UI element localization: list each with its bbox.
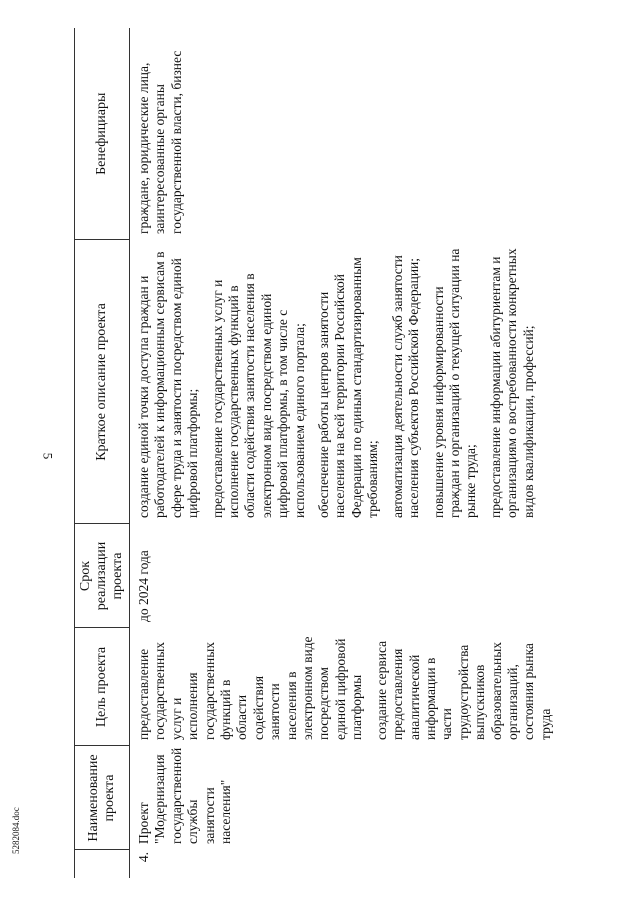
projects-table: [74, 28, 617, 878]
description-paragraph: обеспечение работы центров занятости населения на всей территории Российской Федерации по единым стандартизированным требованиям;: [316, 257, 381, 518]
header-number: [75, 850, 130, 878]
project-name: Проект "Модернизация государственной службы занятости населения": [136, 747, 234, 844]
header-name: Наименование проекта: [75, 746, 130, 850]
header-beneficiaries: Бенефициары: [75, 28, 130, 240]
project-beneficiaries: граждане, юридические лица, заинтересованные органы государственной власти, бизнес: [136, 50, 184, 234]
header-description: Краткое описание проекта: [75, 240, 130, 524]
goal-paragraph: создание сервиса предоставления аналитической информации в части трудоустройства выпускников образовательных организаций, состояния рынка труда: [373, 640, 553, 740]
description-paragraph: предоставление государственных услуг и исполнение государственных функций в области содействия занятости населения в электронном виде посредством единой цифровой платформы, в том числе с использованием единого портала;: [209, 273, 307, 518]
project-term: до 2024 года: [136, 550, 151, 622]
page-number: 5: [40, 452, 56, 460]
table-row: [130, 28, 618, 878]
description-paragraph: автоматизация деятельности служб занятости населения субъектов Российской Федерации;: [389, 255, 422, 518]
document-code: 5282084.doc: [11, 807, 21, 854]
project-description-cell: [130, 240, 618, 524]
row-number: 4.: [136, 852, 151, 863]
rotated-page: [74, 28, 617, 878]
project-goal-cell: [130, 628, 618, 746]
description-paragraph: создание единой точки доступа граждан и работодателей к информационным сервисам в сфере труда и занятости посредством единой цифровой платформы;: [136, 251, 201, 518]
table-header-row: [75, 28, 130, 878]
header-goal: Цель проекта: [75, 628, 130, 746]
description-paragraph: предоставление информации абитуриентам и организациям о востребованности конкретных видов квалификации, профессий;: [487, 248, 536, 518]
description-paragraph: повышение уровня информированности граждан и организаций о текущей ситуации на рынке труда;: [430, 248, 479, 518]
header-term: Срок реализации проекта: [75, 524, 130, 628]
goal-paragraph: предоставление государственных услуг и исполнения государственных функций в области содействия занятости населения в электронном виде посредством единой цифровой платформы: [136, 636, 365, 740]
